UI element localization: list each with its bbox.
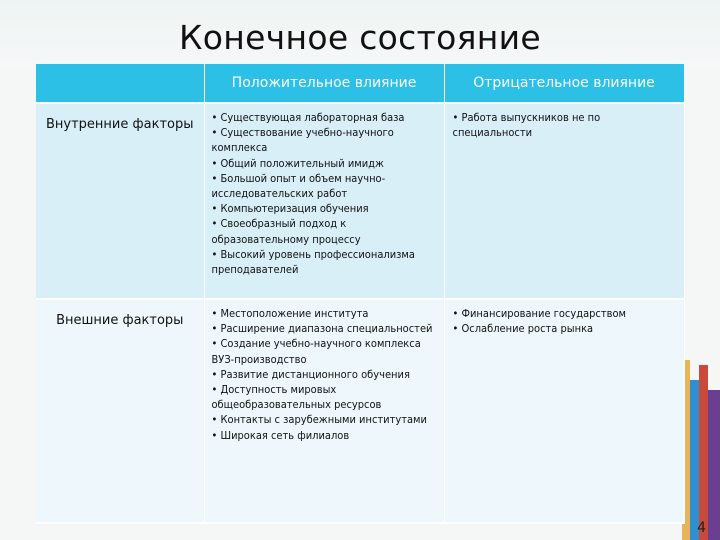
list-item: • Ослабление роста рынка — [453, 321, 678, 336]
row-label-internal: Внутренние факторы — [36, 103, 204, 299]
list-item: • Широкая сеть филиалов — [212, 428, 438, 443]
external-positive-list — [212, 306, 438, 443]
list-item: • Создание учебно-научного комплекса ВУЗ-производство — [212, 336, 438, 366]
external-positive-cell — [204, 299, 444, 523]
internal-positive-list — [212, 110, 438, 277]
pencils-decoration — [680, 360, 720, 540]
list-item: • Высокий уровень профессионализма преподавателей — [212, 247, 438, 277]
header-empty-cell — [36, 64, 204, 103]
list-item: • Финансирование государством — [453, 306, 678, 321]
table-header-row — [36, 64, 684, 103]
list-item: • Существующая лабораторная база — [212, 110, 438, 125]
slide-title: Конечное состояние — [178, 18, 542, 57]
list-item: • Своеобразный подход к образовательному процессу — [212, 216, 438, 246]
page-number: 4 — [697, 520, 706, 536]
list-item: • Контакты с зарубежными институтами — [212, 412, 438, 427]
list-item: • Большой опыт и объем научно-исследовательских работ — [212, 171, 438, 201]
external-negative-list — [453, 306, 678, 336]
internal-positive-cell — [204, 103, 444, 299]
list-item: • Расширение диапазона специальностей — [212, 321, 438, 336]
list-item: • Компьютеризация обучения — [212, 201, 438, 216]
external-negative-cell — [444, 299, 684, 523]
table-row-external — [36, 299, 684, 523]
factors-table — [36, 64, 685, 524]
header-negative: Отрицательное влияние — [444, 64, 684, 103]
list-item: • Существование учебно-научного комплекса — [212, 125, 438, 155]
list-item: • Развитие дистанционного обучения — [212, 367, 438, 382]
list-item: • Местоположение института — [212, 306, 438, 321]
header-positive: Положительное влияние — [204, 64, 444, 103]
list-item: • Работа выпускников не по специальности — [453, 110, 678, 140]
list-item: • Доступность мировых общеобразовательных ресурсов — [212, 382, 438, 412]
list-item: • Общий положительный имидж — [212, 156, 438, 171]
internal-negative-cell — [444, 103, 684, 299]
row-label-external: Внешние факторы — [36, 299, 204, 523]
internal-negative-list — [453, 110, 678, 140]
table-row-internal — [36, 103, 684, 299]
